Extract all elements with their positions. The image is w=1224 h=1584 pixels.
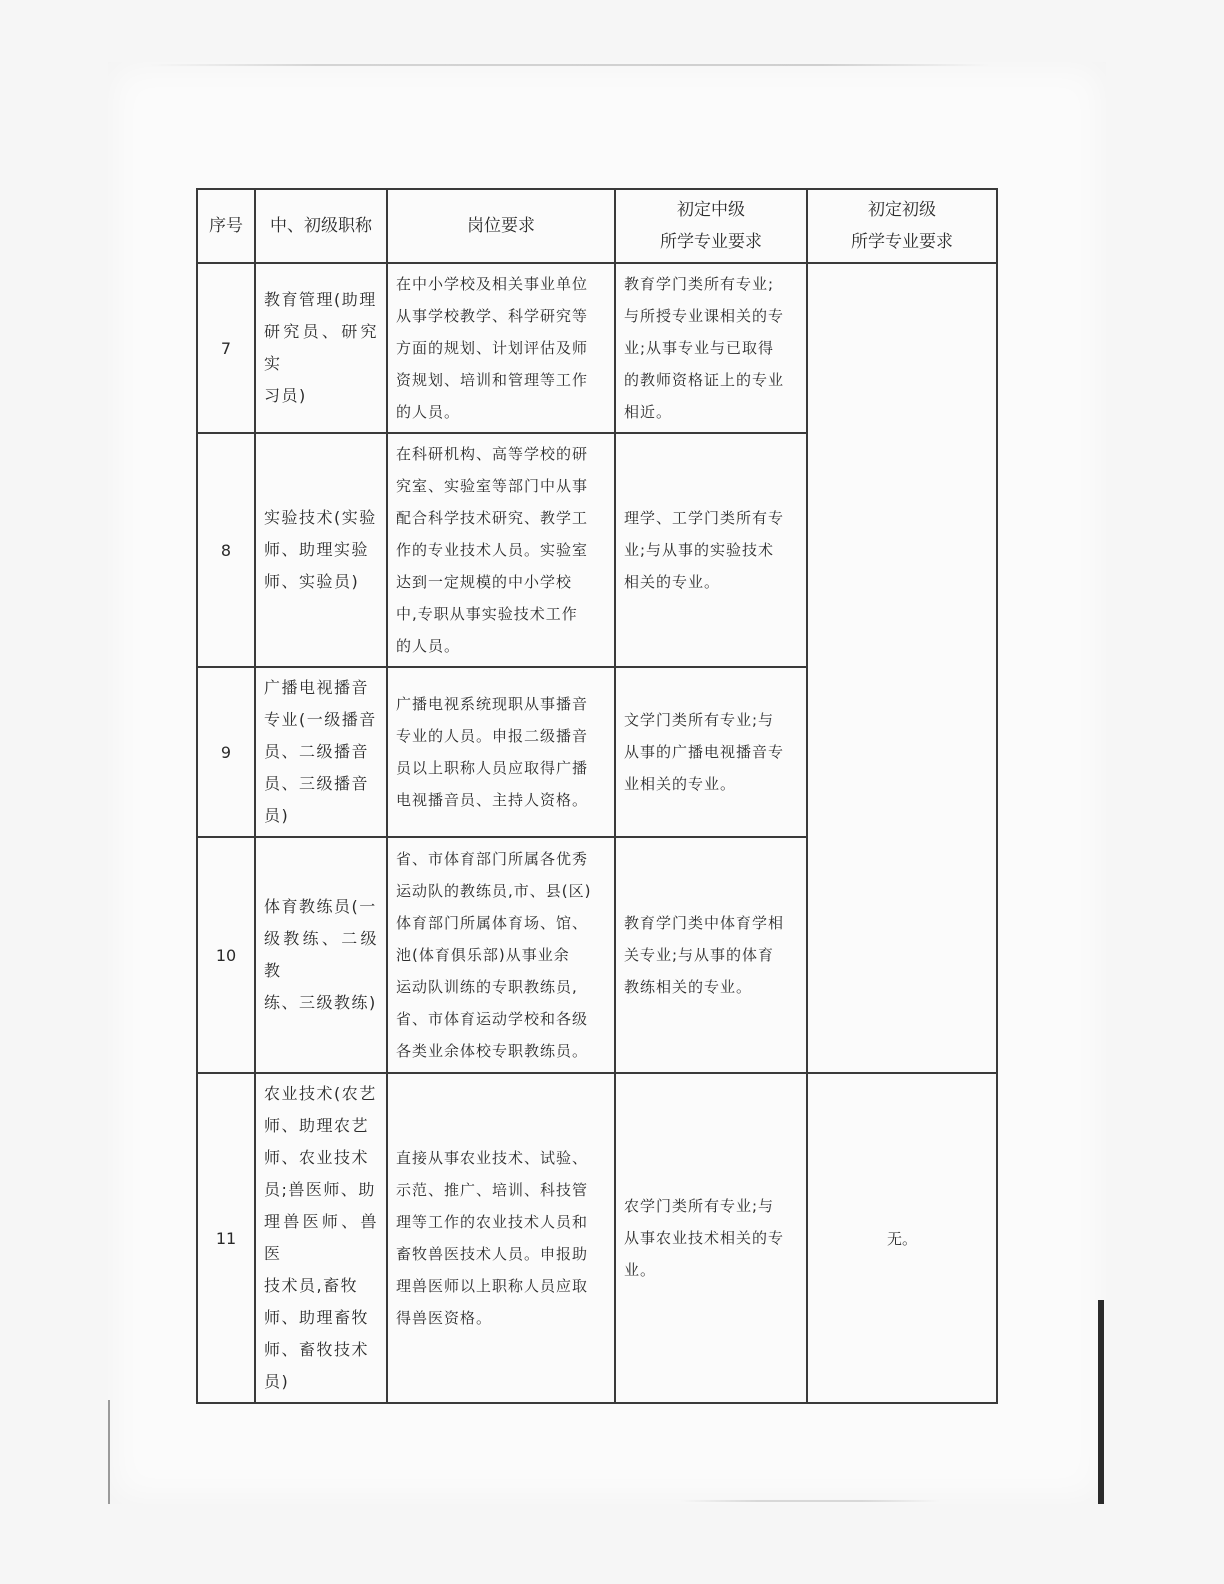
header-title: 中、初级职称 xyxy=(255,189,387,263)
row-title: 体育教练员(一 级教练、二级教 练、三级教练) xyxy=(255,837,387,1073)
table-row xyxy=(197,1073,997,1403)
row-intermediate: 文学门类所有专业;与 从事的广播电视播音专 业相关的专业。 xyxy=(615,667,807,837)
scan-edge-shadow-left xyxy=(108,1400,110,1504)
scan-top-rule xyxy=(150,64,990,66)
row-num: 9 xyxy=(197,667,255,837)
table-header-row xyxy=(197,189,997,263)
row-title: 农业技术(农艺 师、助理农艺 师、农业技术 员;兽医师、助 理兽医师、兽医 技术员,畜牧 师、助理畜牧 师、畜牧技术 员) xyxy=(255,1073,387,1403)
row-num: 11 xyxy=(197,1073,255,1403)
row-title: 广播电视播音 专业(一级播音 员、二级播音 员、三级播音 员) xyxy=(255,667,387,837)
table-row xyxy=(197,263,997,433)
row-num: 10 xyxy=(197,837,255,1073)
row-title: 教育管理(助理 研究员、研究实 习员) xyxy=(255,263,387,433)
row-requirement: 广播电视系统现职从事播音 专业的人员。申报二级播音 员以上职称人员应取得广播 电视播音员、主持人资格。 xyxy=(387,667,615,837)
row-junior: 无。 xyxy=(807,1073,997,1403)
row-num: 7 xyxy=(197,263,255,433)
row-num: 8 xyxy=(197,433,255,667)
header-intermediate: 初定中级 所学专业要求 xyxy=(615,189,807,263)
requirements-table xyxy=(196,188,998,1404)
row-junior-empty xyxy=(807,263,997,1073)
row-intermediate: 理学、工学门类所有专 业;与从事的实验技术 相关的专业。 xyxy=(615,433,807,667)
scan-bottom-rule xyxy=(680,1500,940,1502)
header-num: 序号 xyxy=(197,189,255,263)
row-intermediate: 农学门类所有专业;与 从事农业技术相关的专 业。 xyxy=(615,1073,807,1403)
row-requirement: 在科研机构、高等学校的研 究室、实验室等部门中从事 配合科学技术研究、教学工 作的专业技术人员。实验室 达到一定规模的中小学校 中,专职从事实验技术工作 的人员。 xyxy=(387,433,615,667)
row-requirement: 在中小学校及相关事业单位 从事学校教学、科学研究等 方面的规划、计划评估及师 资规划、培训和管理等工作 的人员。 xyxy=(387,263,615,433)
header-junior: 初定初级 所学专业要求 xyxy=(807,189,997,263)
row-requirement: 直接从事农业技术、试验、 示范、推广、培训、科技管 理等工作的农业技术人员和 畜牧兽医技术人员。申报助 理兽医师以上职称人员应取 得兽医资格。 xyxy=(387,1073,615,1403)
row-intermediate: 教育学门类中体育学相 关专业;与从事的体育 教练相关的专业。 xyxy=(615,837,807,1073)
row-intermediate: 教育学门类所有专业; 与所授专业课相关的专 业;从事专业与已取得 的教师资格证上的专业 相近。 xyxy=(615,263,807,433)
row-title: 实验技术(实验 师、助理实验 师、实验员) xyxy=(255,433,387,667)
row-requirement: 省、市体育部门所属各优秀 运动队的教练员,市、县(区) 体育部门所属体育场、馆、 池(体育俱乐部)从事业余 运动队训练的专职教练员, 省、市体育运动学校和各级 各类业余体校专职教练员。 xyxy=(387,837,615,1073)
header-requirement: 岗位要求 xyxy=(387,189,615,263)
scan-edge-shadow-right xyxy=(1098,1300,1104,1504)
